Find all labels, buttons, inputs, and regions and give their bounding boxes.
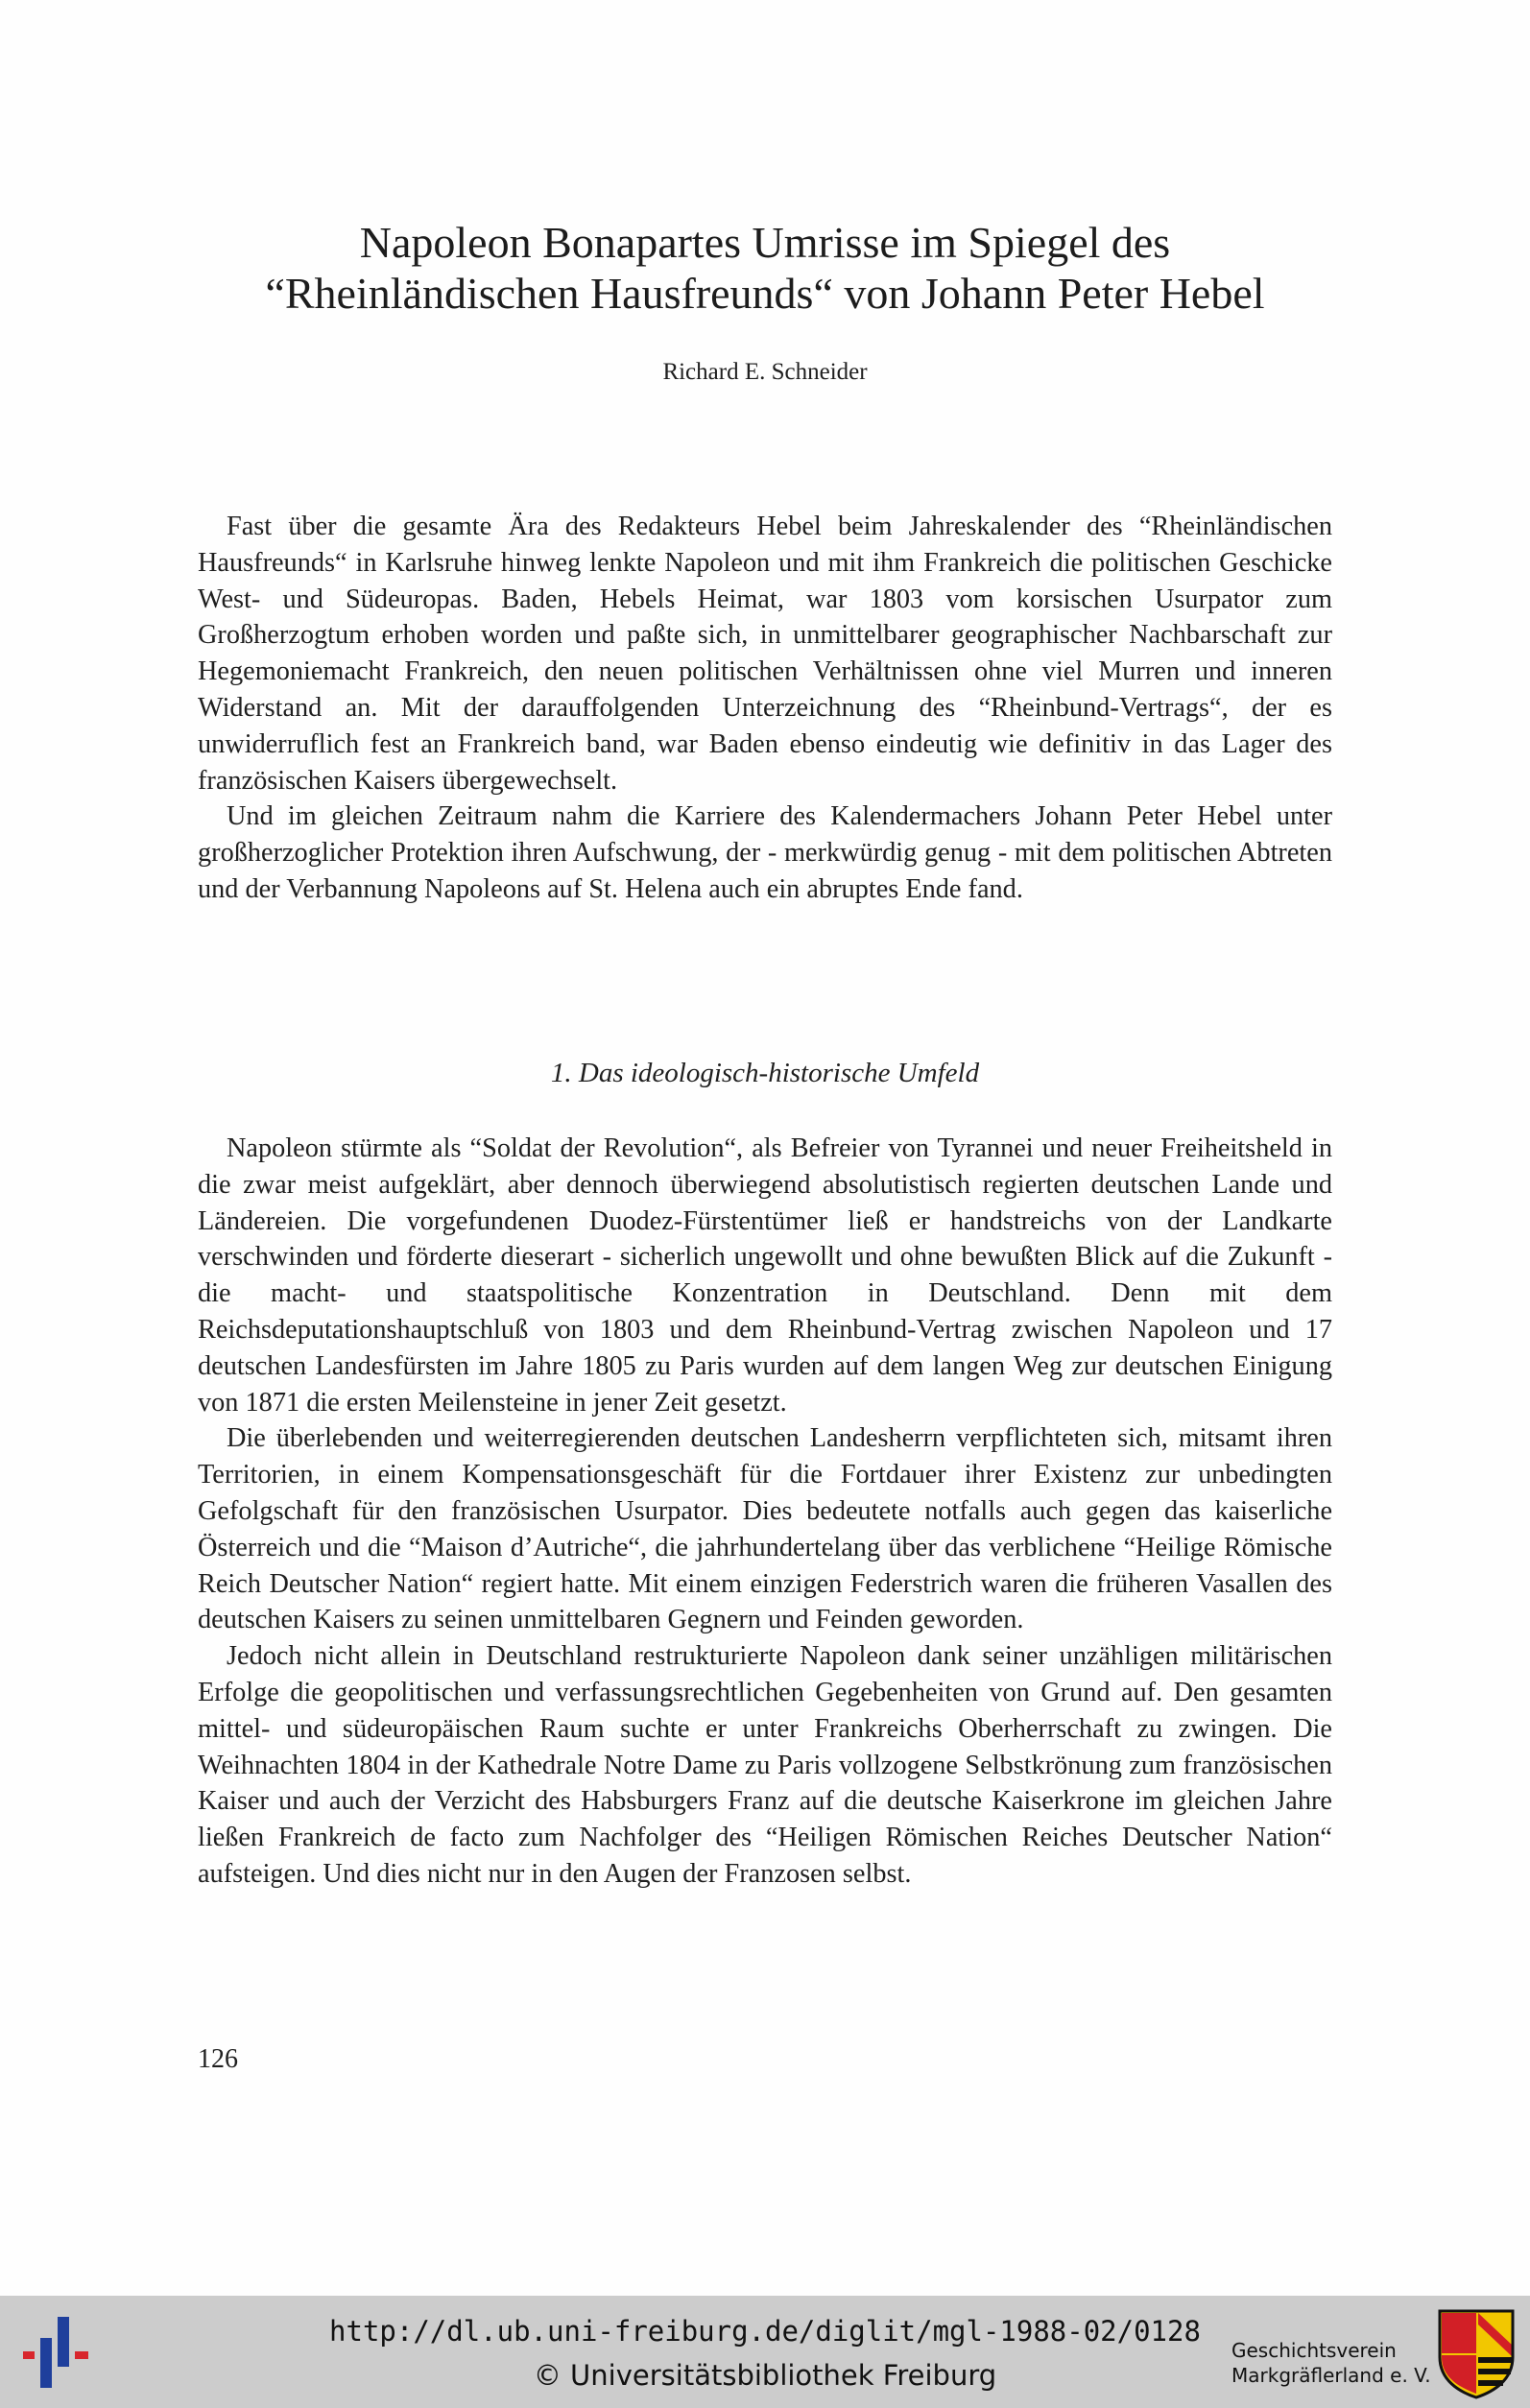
paragraph: Fast über die gesamte Ära des Redakteurs Hebel beim Jahreskalender des “Rheinländischen Hausfreunds“ in Karlsruhe hinweg lenkte Napoleon und mit ihm Frankreich die politischen Geschicke West- und Südeuropas. Baden, Hebels Heimat, war 1803 vom korsischen Usurpator zum Großherzogtum erhoben worden und paßte sich, in unmittelbarer geographischer Nachbarschaft zur Hegemoniemacht Frankreich, den neuen politischen Verhältnissen ohne viel Murren und inneren Widerstand an. Mit der darauffolgenden Unterzeichnung des “Rheinbund-Vertrags“, der es unwiderruflich fest an Frankreich band, war Baden ebenso eindeutig wie definitiv in das Lager des französischen Kaisers übergewechselt. — [198, 512, 1332, 796]
library-footer — [0, 2296, 1530, 2408]
author-name: Richard E. Schneider — [662, 359, 868, 385]
society-name-line-2: Markgräflerland e. V. — [1231, 2364, 1431, 2387]
society-name-line-1: Geschichtsverein — [1231, 2339, 1397, 2362]
paragraph: Die überlebenden und weiterregierenden deutschen Landesherrn verpflichteten sich, mitsamt ihren Territorien, in einem Kompensationsgeschäft für die Fortdauer ihrer Existenz zur unbedingten Gefolgschaft für den französischen Usurpator. Dies bedeutete notfalls auch gegen das kaiserliche Österreich und die “Maison d’Autriche“, die jahrhundertelang über das verblichene “Heilige Römische Reich Deutscher Nation“ regiert hatte. Mit einem einzigen Federstrich waren die früheren Vasallen des deutschen Kaisers zu seinen unmittelbaren Gegnern und Feinden geworden. — [198, 1423, 1332, 1635]
coat-of-arms-icon — [1436, 2307, 1517, 2399]
paragraph: Napoleon stürmte als “Soldat der Revolution“, als Befreier von Tyrannei und neuer Freiheitsheld in die zwar meist aufgeklärt, aber dennoch überwiegend absolutistisch regierten deutschen Lande und Ländereien. Die vorgefundenen Duodez-Fürstentümer ließ er handstreichs von der Landkarte verschwinden und förderte dieserart - sicherlich ungewollt und ohne bewußten Blick auf die Zukunft - die macht- und staatspolitische Konzentration in Deutschland. Denn mit dem Reichsdeputationshauptschluß von 1803 und dem Rheinbund-Vertrag zwischen Napoleon und 17 deutschen Landesfürsten im Jahre 1805 zu Paris wurden auf dem langen Weg zur deutschen Einigung von 1871 die ersten Meilensteine in jener Zeit gesetzt. — [198, 1133, 1332, 1418]
section-heading: 1. Das ideologisch-historische Umfeld — [550, 1058, 980, 1088]
society-name — [1231, 2338, 1431, 2388]
page-number: 126 — [198, 2044, 238, 2074]
title-line-2: “Rheinländischen Hausfreunds“ von Johann Peter Hebel — [265, 269, 1265, 318]
paragraph: Und im gleichen Zeitraum nahm die Karriere des Kalendermachers Johann Peter Hebel unter großherzoglicher Protektion ihren Aufschwung, der - merkwürdig genug - mit dem politischen Abtreten und der Verbannung Napoleons auf St. Helena auch ein abruptes Ende fand. — [198, 801, 1332, 904]
section-text — [198, 1131, 1332, 1893]
copyright-notice: © Universitätsbibliothek Freiburg — [533, 2359, 997, 2392]
paragraph: Jedoch nicht allein in Deutschland restrukturierte Napoleon dank seiner unzähligen militärischen Erfolge die geopolitischen und verfassungsrechtlichen Gegebenheiten von Grund auf. Den gesamten mittel- und südeuropäischen Raum suchte er unter Frankreichs Oberherrschaft zu zwingen. Die Weihnachten 1804 in der Kathedrale Notre Dame zu Paris vollzogene Selbstkrönung zum französischen Kaiser und auch der Verzicht des Habsburgers Franz auf die deutsche Kaiserkrone im gleichen Jahre ließen Frankreich de facto zum Nachfolger des “Heiligen Römischen Reiches Deutscher Nation“ aufsteigen. Und dies nicht nur in den Augen der Franzosen selbst. — [198, 1641, 1332, 1889]
article-title — [198, 217, 1332, 319]
title-line-1: Napoleon Bonapartes Umrisse im Spiegel des — [359, 218, 1171, 267]
document-url-link[interactable]: http://dl.ub.uni-freiburg.de/diglit/mgl-1988-02/0128 — [329, 2315, 1201, 2348]
intro-text — [198, 509, 1332, 908]
